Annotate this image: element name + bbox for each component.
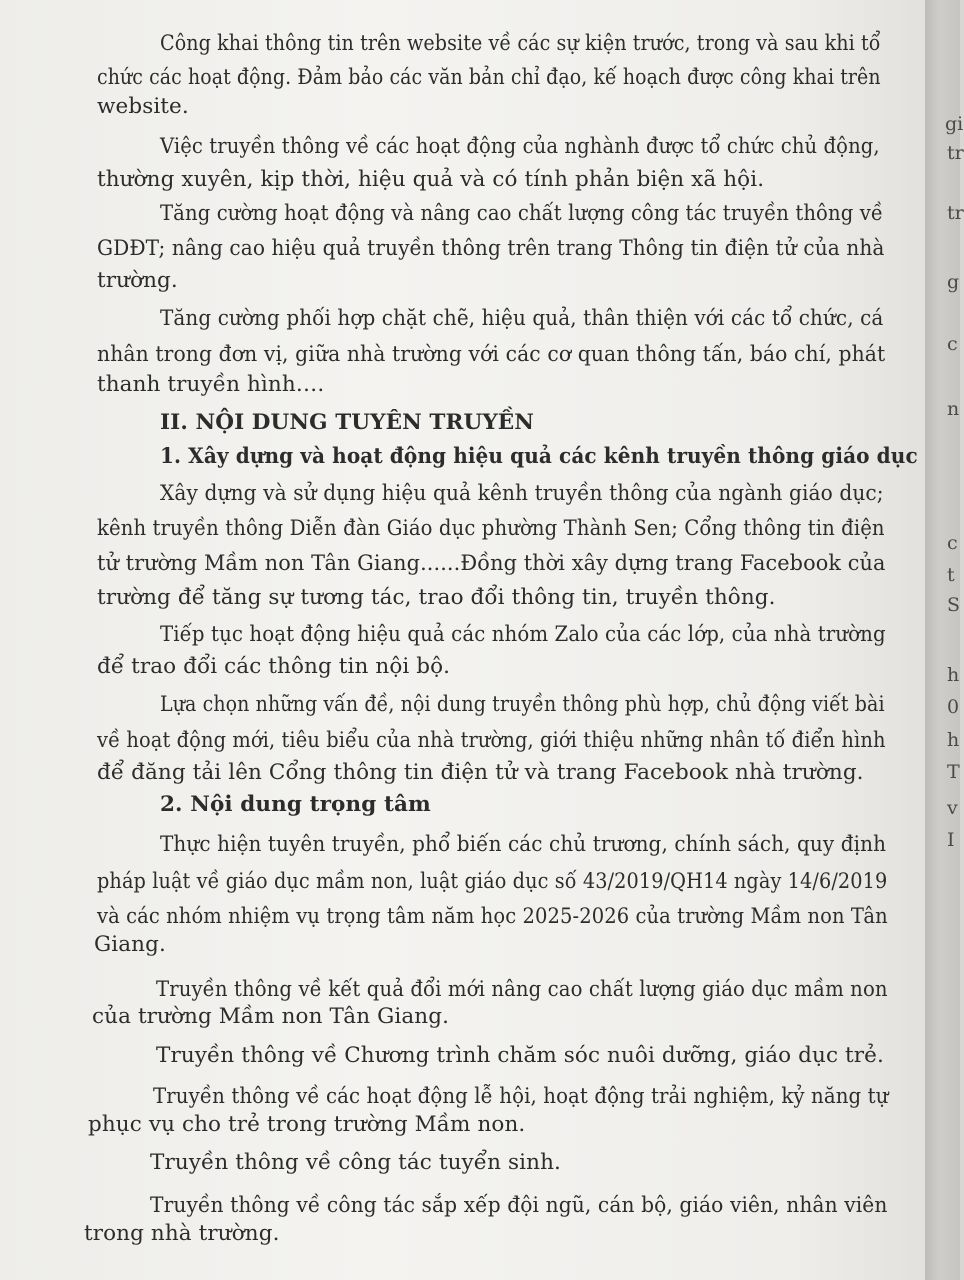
paragraph-line: Truyền thông về công tác sắp xếp đội ngũ, cán bộ, giáo viên, nhân viên [150,1193,888,1218]
section-heading: II. NỘI DUNG TUYÊN TRUYỀN [160,410,535,435]
paragraph-line: Tăng cường hoạt động và nâng cao chất lượng công tác truyền thông về [160,201,884,226]
paragraph-line: Truyền thông về kết quả đổi mới nâng cao chất lượng giáo dục mầm non [156,977,888,1002]
paragraph-line: để đăng tải lên Cổng thông tin điện tử và trang Facebook nhà trường. [97,760,864,785]
paragraph-line: Truyền thông về các hoạt động lễ hội, hoạt động trải nghiệm, kỷ năng tự [153,1084,889,1109]
paragraph-line: của trường Mầm non Tân Giang. [92,1004,450,1029]
paragraph-line: nhân trong đơn vị, giữa nhà trường với các cơ quan thông tấn, báo chí, phát [97,342,886,367]
adjacent-page-fragment: g [947,271,960,293]
adjacent-page-fragment: I [947,829,955,851]
adjacent-page-fragment: gi [945,113,964,135]
adjacent-page-fragment: h [947,664,960,686]
adjacent-page-fragment: c [947,532,958,554]
adjacent-page-fragment: tr [947,202,964,224]
paragraph-line: Truyền thông về công tác tuyển sinh. [150,1150,561,1175]
adjacent-page-fragment: h [947,729,960,751]
paragraph-line: phục vụ cho trẻ trong trường Mầm non. [88,1112,526,1137]
adjacent-page-fragment: c [947,333,958,355]
paragraph-line: Tiếp tục hoạt động hiệu quả các nhóm Zalo của các lớp, của nhà trường [160,622,886,647]
section-heading: 1. Xây dựng và hoạt động hiệu quả các kênh truyền thông giáo dục [160,444,918,469]
paragraph-line: Truyền thông về Chương trình chăm sóc nuôi dưỡng, giáo dục trẻ. [156,1043,884,1068]
paragraph-line: tử trường Mầm non Tân Giang......Đồng thời xây dựng trang Facebook của [97,551,886,576]
adjacent-page-fragment: t [947,564,955,586]
paragraph-line: website. [97,94,189,119]
paragraph-line: thường xuyên, kịp thời, hiệu quả và có tính phản biện xã hội. [97,167,765,192]
adjacent-page-fragment: tr [947,142,964,164]
paragraph-line: kênh truyền thông Diễn đàn Giáo dục phường Thành Sen; Cổng thông tin điện [97,516,885,541]
paragraph-line: thanh truyền hình…. [97,372,325,397]
paragraph-line: về hoạt động mới, tiêu biểu của nhà trường, giới thiệu những nhân tố điển hình [97,728,886,753]
paragraph-line: trường để tăng sự tương tác, trao đổi thông tin, truyền thông. [97,585,776,610]
paragraph-line: Giang. [94,932,166,957]
adjacent-page-edge [925,0,964,1280]
paragraph-line: GDĐT; nâng cao hiệu quả truyền thông trên trang Thông tin điện tử của nhà [97,236,885,261]
adjacent-page-fragment: S [947,594,961,616]
paragraph-line: Việc truyền thông về các hoạt động của nghành được tổ chức chủ động, [160,134,880,159]
adjacent-page-fragment: T [947,761,960,783]
paragraph-line: Thực hiện tuyên truyền, phổ biến các chủ trương, chính sách, quy định [160,832,887,857]
paragraph-line: để trao đổi các thông tin nội bộ. [97,654,451,679]
paragraph-line: và các nhóm nhiệm vụ trọng tâm năm học 2025-2026 của trường Mầm non Tân [97,904,888,929]
paragraph-line: Xây dựng và sử dụng hiệu quả kênh truyền thông của ngành giáo dục; [160,481,884,506]
paragraph-line: Lựa chọn những vấn đề, nội dung truyền thông phù hợp, chủ động viết bài [160,692,885,717]
paragraph-line: Tăng cường phối hợp chặt chẽ, hiệu quả, thân thiện với các tổ chức, cá [160,306,884,331]
paragraph-line: trong nhà trường. [84,1221,280,1246]
paragraph-line: Công khai thông tin trên website về các sự kiện trước, trong và sau khi tổ [160,31,881,56]
adjacent-page-fragment: 0 [947,696,960,718]
adjacent-page-fragment: n [947,398,960,420]
adjacent-page-fragment: v [947,797,958,819]
section-heading: 2. Nội dung trọng tâm [160,792,431,817]
paragraph-line: trường. [97,268,178,293]
paragraph-line: chức các hoạt động. Đảm bảo các văn bản chỉ đạo, kế hoạch được công khai trên [97,65,881,90]
paragraph-line: pháp luật về giáo dục mầm non, luật giáo dục số 43/2019/QH14 ngày 14/6/2019 [97,869,888,894]
